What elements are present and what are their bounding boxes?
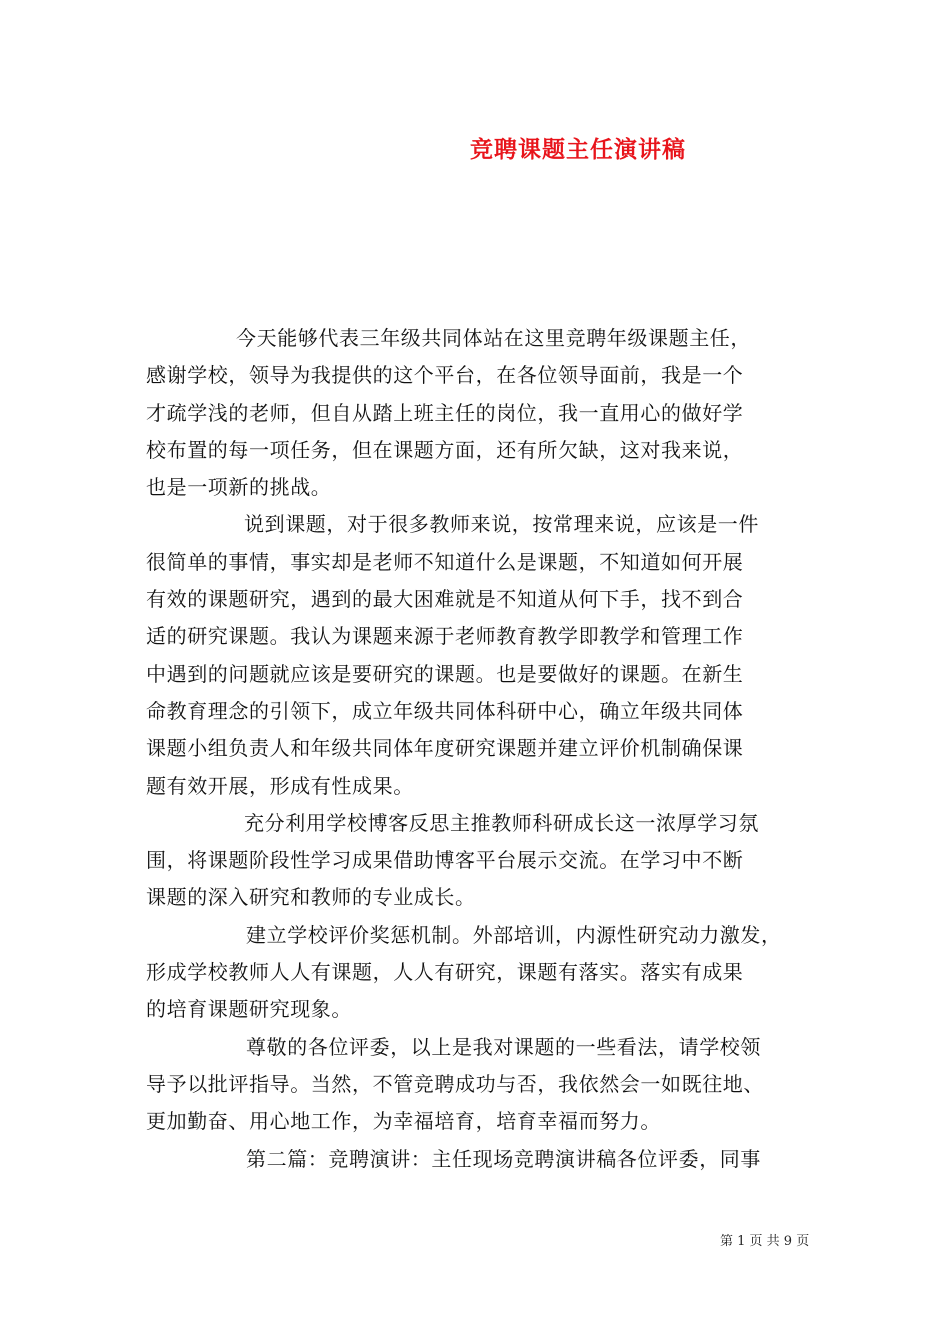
paragraph-line: 课题的深入研究和教师的专业成长。: [146, 885, 476, 910]
paragraph-line: 感谢学校，领导为我提供的这个平台，在各位领导面前，我是一个: [146, 363, 744, 388]
paragraph-line: 说到课题，对于很多教师来说，按常理来说，应该是一件: [244, 512, 759, 537]
paragraph-line: 校布置的每一项任务，但在课题方面，还有所欠缺，这对我来说，: [146, 437, 744, 462]
paragraph-line: 课题小组负责人和年级共同体年度研究课题并建立评价机制确保课: [146, 736, 744, 761]
paragraph-line: 第二篇：竞聘演讲：主任现场竞聘演讲稿各位评委，同事: [246, 1146, 761, 1171]
paragraph-line: 很简单的事情，事实却是老师不知道什么是课题，不知道如何开展: [146, 549, 744, 574]
paragraph-line: 也是一项新的挑战。: [146, 475, 332, 500]
paragraph-line: 围，将课题阶段性学习成果借助博客平台展示交流。在学习中不断: [146, 848, 744, 873]
paragraph-line: 才疏学浅的老师，但自从踏上班主任的岗位，我一直用心的做好学: [146, 400, 744, 425]
paragraph-line: 建立学校评价奖惩机制。外部培训，内源性研究动力激发，: [246, 922, 782, 947]
paragraph-line: 中遇到的问题就应该是要研究的课题。也是要做好的课题。在新生: [146, 661, 744, 686]
paragraph-line: 今天能够代表三年级共同体站在这里竞聘年级课题主任，: [236, 326, 751, 350]
document-title: 竞聘课题主任演讲稿: [470, 136, 686, 163]
paragraph-line: 的培育课题研究现象。: [146, 997, 352, 1022]
paragraph-line: 有效的课题研究，遇到的最大困难就是不知道从何下手，找不到合: [146, 587, 744, 612]
paragraph-line: 形成学校教师人人有课题，人人有研究，课题有落实。落实有成果: [146, 960, 744, 985]
paragraph-line: 命教育理念的引领下，成立年级共同体科研中心，确立年级共同体: [146, 698, 744, 723]
paragraph-line: 题有效开展，形成有性成果。: [146, 773, 414, 798]
paragraph-line: 更加勤奋、用心地工作，为幸福培育，培育幸福而努力。: [146, 1109, 661, 1134]
page-number: 第 1 页 共 9 页: [720, 1234, 810, 1249]
paragraph-line: 充分利用学校博客反思主推教师科研成长这一浓厚学习氛: [244, 810, 759, 835]
document-body: [146, 320, 814, 1178]
paragraph-line: 适的研究课题。我认为课题来源于老师教育教学即教学和管理工作: [146, 624, 744, 649]
paragraph-line: 尊敬的各位评委，以上是我对课题的一些看法，请学校领: [246, 1034, 761, 1059]
paragraph-line: 导予以批评指导。当然，不管竞聘成功与否，我依然会一如既往地、: [146, 1071, 764, 1096]
